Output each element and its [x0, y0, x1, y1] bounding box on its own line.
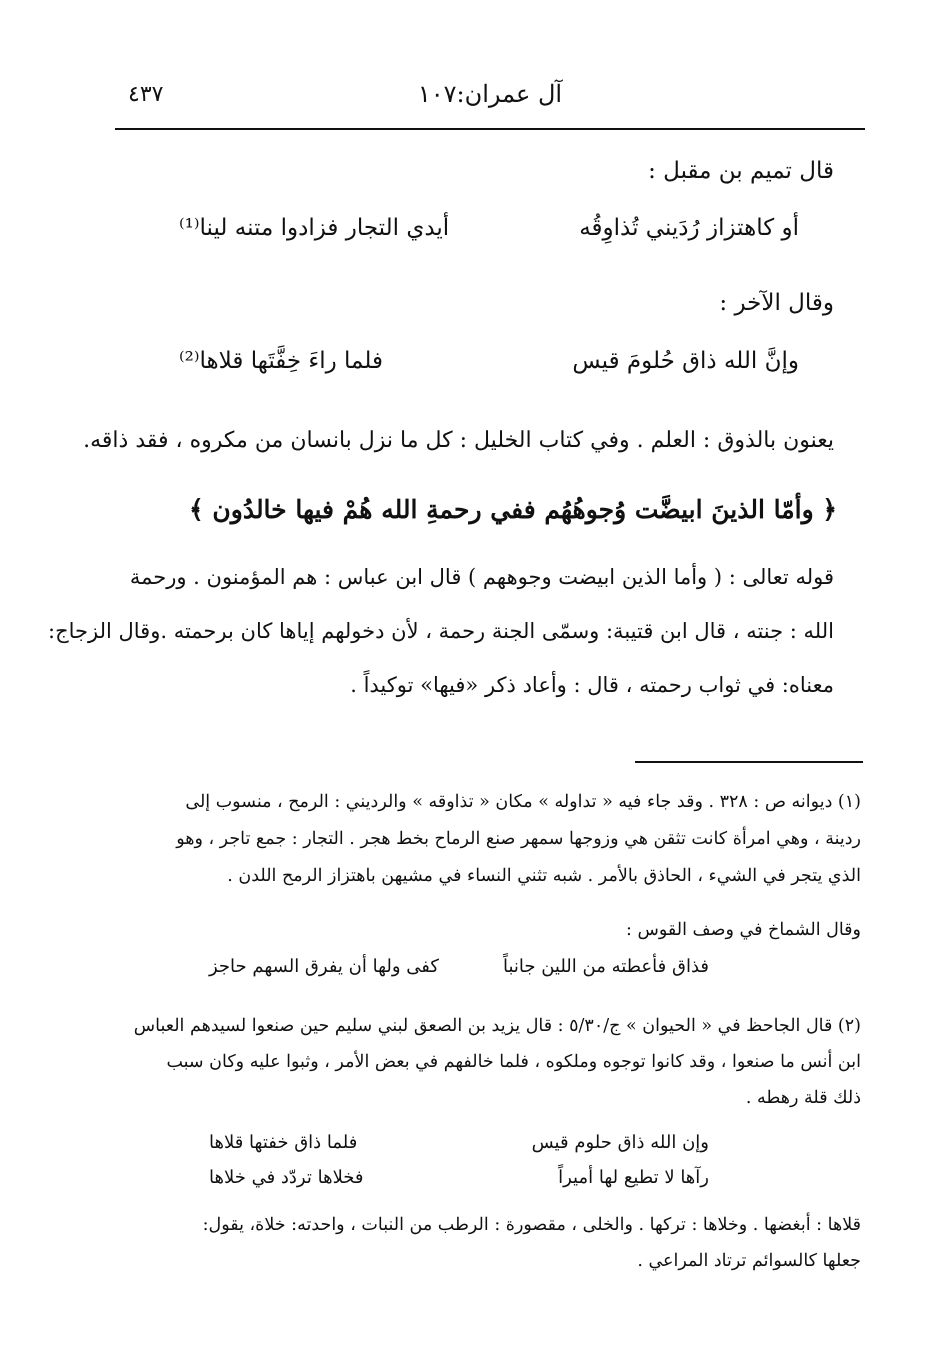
footnote-1-verse-first-hemistich: فذاق فأعطته من اللين جانباً: [502, 956, 709, 977]
footnote-1-verse-second-hemistich: كفى ولها أن يفرق السهم حاجز: [209, 956, 439, 977]
footnote-2-verse-1-first-hemistich: وإن الله ذاق حلوم قيس: [531, 1132, 709, 1153]
footnote-1-line-3: الذي يتجر في الشيء ، الحاذق بالأمر . شبه تثني النساء في مشيهن باهتزاز الرمح اللدن .: [227, 866, 861, 886]
dhawq-explanation: يعنون بالذوق : العلم . وفي كتاب الخليل : كل ما نزل بانسان من مكروه ، فقد ذاقه.: [83, 428, 834, 453]
verse-1-first-hemistich: أو كاهتزاز رُدَيني تُذاوِقُه: [579, 215, 799, 241]
running-header: [120, 80, 860, 116]
footnote-2-verse-1: [209, 1132, 709, 1162]
commentary-line-2: الله : جنته ، قال ابن قتيبة: وسمّى الجنة رحمة ، لأن دخولهم إياها كان برحمته .وقال الزجاج:: [48, 619, 834, 643]
verse-2-second-hemistich: فلما راءَ خِفَّتَها قلاها⁽²⁾: [179, 348, 383, 374]
intro-line-other: وقال الآخر :: [719, 290, 834, 316]
footnote-2-verse-2-first-hemistich: رآها لا تطيع لها أميراً: [558, 1167, 709, 1188]
footnote-2-gloss-line-1: قلاها : أبغضها . وخلاها : تركها . والخلى ، مقصورة : الرطب من النبات ، واحدته: خلاة، يقول:: [202, 1215, 861, 1235]
footnote-1-shammakh-intro: وقال الشماخ في وصف القوس :: [626, 920, 861, 940]
commentary-line-3: معناه: في ثواب رحمته ، قال : وأعاد ذكر «فيها» توكيداً .: [350, 673, 834, 697]
page-number: ٤٣٧: [128, 82, 164, 107]
footnote-1-line-1: (١) ديوانه ص : ٣٢٨ . وقد جاء فيه « تداوله » مكان « تذاوقه » والرديني : الرمح ، منسوب إلى: [185, 792, 861, 812]
quran-verse: ﴿ وأمّا الذينَ ابيضَّت وُجوهُهُم ففي رحمةِ الله هُمْ فيها خالدُون ﴾: [189, 495, 837, 524]
footnote-2-verse-1-second-hemistich: فلما ذاق خفتها قلاها: [209, 1132, 358, 1153]
header-title: آل عمران:١٠٧: [417, 80, 563, 108]
commentary-line-1: قوله تعالى : ( وأما الذين ابيضت وجوههم ) قال ابن عباس : هم المؤمنون . ورحمة: [129, 565, 834, 589]
footnote-1-verse: [209, 956, 709, 986]
footnote-1-line-2: ردينة ، وهي امرأة كانت تثقن هي وزوجها سمهر صنع الرماح بخط هجر . التجار : جمع تاجر ، وهو: [176, 829, 861, 849]
header-rule: [115, 128, 865, 130]
footnote-2-line-3: ذلك قلة رهطه .: [745, 1088, 861, 1108]
intro-line-tamim: قال تميم بن مقبل :: [648, 158, 834, 184]
footnote-rule: [635, 761, 863, 763]
footnote-2-gloss-line-2: جعلها كالسوائم ترتاد المراعي .: [637, 1251, 861, 1271]
verse-2-first-hemistich: وإنَّ الله ذاق حُلومَ قيس: [572, 348, 799, 374]
footnote-2-verse-2-second-hemistich: فخلاها تردّد في خلاها: [209, 1167, 364, 1188]
footnote-2-line-2: ابن أنس ما صنعوا ، وقد كانوا توجوه وملكوه ، فلما خالفهم في بعض الأمر ، وثبوا عليه وكان سبب: [166, 1052, 861, 1072]
verse-1-second-hemistich: أيدي التجار فزادوا متنه لينا⁽¹⁾: [179, 215, 450, 241]
footnote-2-line-1: (٢) قال الجاحظ في « الحيوان » ج/٥/٣٠ : قال يزيد بن الصعق لبني سليم حين صنعوا لسيدهم العباس: [133, 1016, 861, 1036]
verse-2: [179, 348, 799, 388]
verse-1: [179, 215, 799, 255]
footnote-2-verse-2: [209, 1167, 709, 1197]
